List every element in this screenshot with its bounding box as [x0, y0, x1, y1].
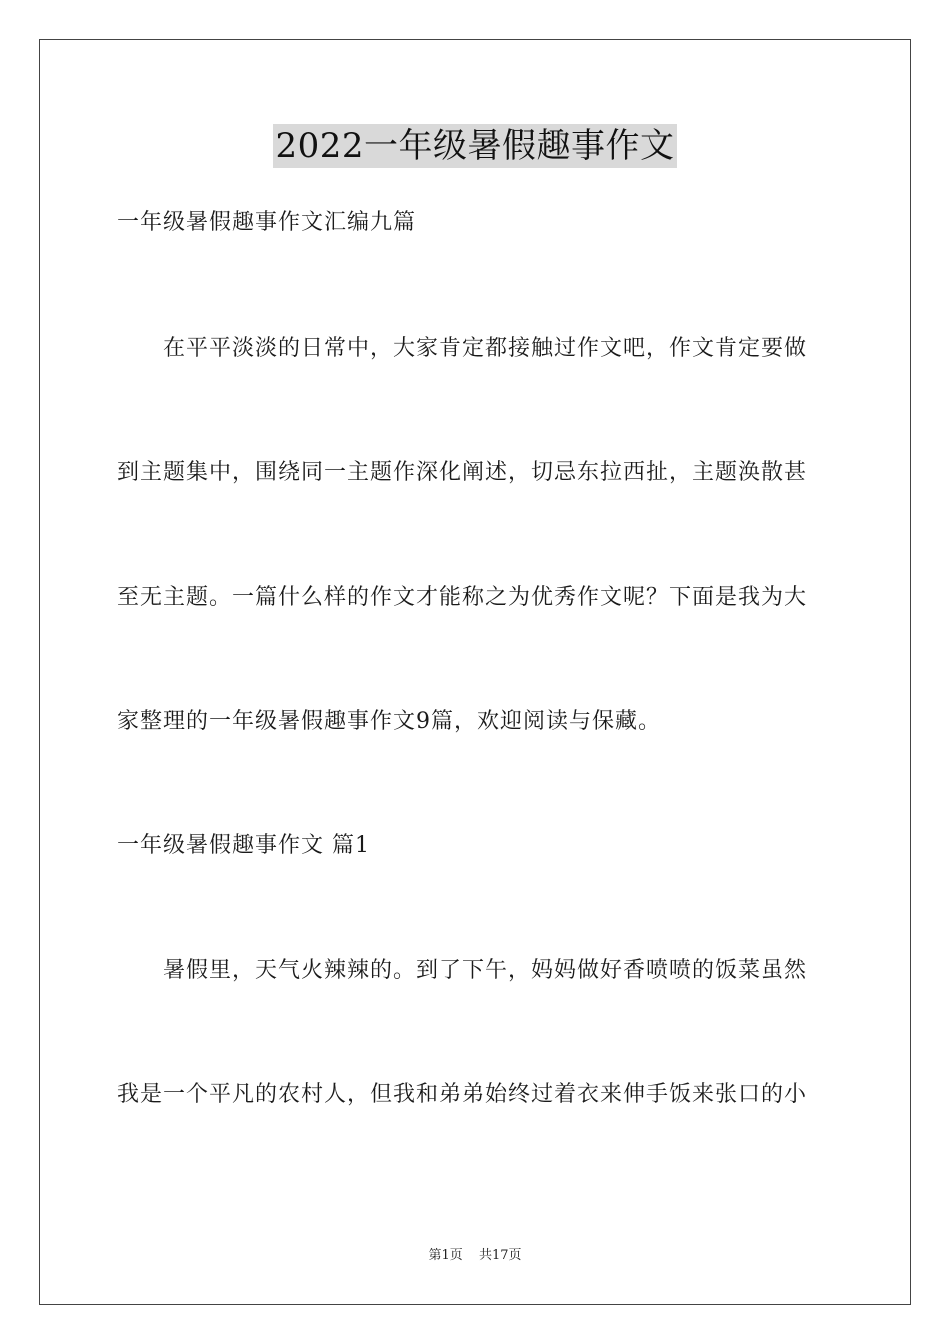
page-number: 第1页 — [428, 1248, 463, 1263]
section-line-1: 暑假里，天气火辣辣的。到了下午，妈妈做好香喷喷的饭菜虽然 — [163, 958, 808, 983]
page-footer — [0, 1247, 950, 1265]
title-container — [0, 124, 950, 168]
intro-line-3: 至无主题。一篇什么样的作文才能称之为优秀作文呢？下面是我为大 — [117, 585, 808, 610]
intro-line-1: 在平平淡淡的日常中，大家肯定都接触过作文吧，作文肯定要做 — [163, 336, 808, 361]
document-subtitle: 一年级暑假趣事作文汇编九篇 — [117, 210, 417, 235]
document-title: 2022一年级暑假趣事作文 — [275, 126, 675, 166]
intro-line-2: 到主题集中，围绕同一主题作深化阐述，切忌东拉西扯，主题涣散甚 — [117, 460, 808, 485]
intro-line-4: 家整理的一年级暑假趣事作文9篇，欢迎阅读与保藏。 — [117, 709, 661, 734]
section-heading: 一年级暑假趣事作文 篇1 — [117, 833, 370, 858]
page-total: 共17页 — [478, 1248, 522, 1263]
section-line-2: 我是一个平凡的农村人，但我和弟弟始终过着衣来伸手饭来张口的小 — [117, 1082, 808, 1107]
